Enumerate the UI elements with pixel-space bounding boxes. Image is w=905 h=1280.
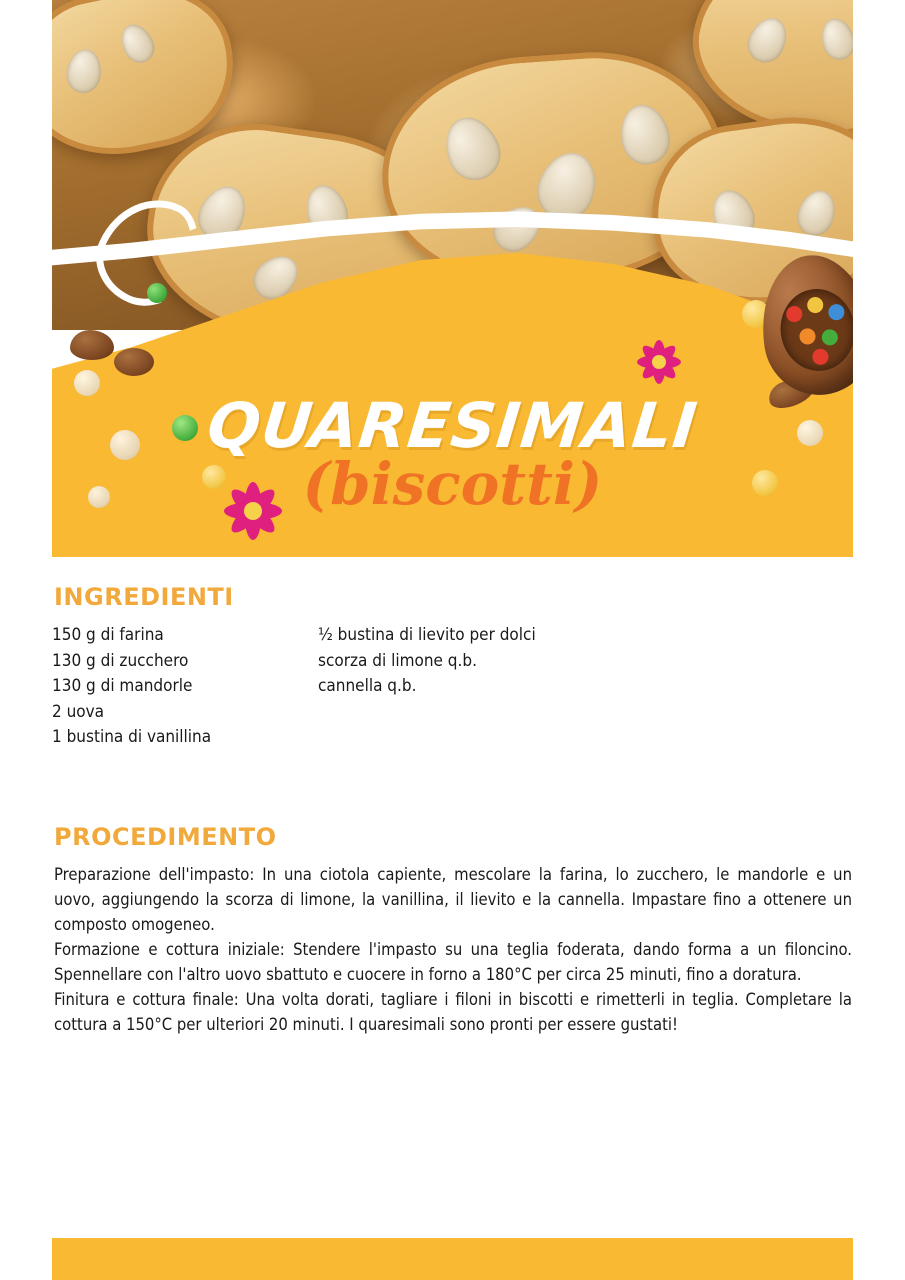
- ingredient-item: 2 uova: [52, 701, 105, 722]
- chocolate-egg-opening: [775, 284, 853, 376]
- ingredient-item: 150 g di farina: [52, 625, 164, 645]
- ingredient-item: scorza di limone q.b.: [318, 650, 477, 671]
- ingredient-item: 130 g di zucchero: [52, 650, 189, 671]
- ingredient-item: 130 g di mandorle: [52, 676, 193, 696]
- hero-banner: [52, 0, 853, 557]
- green-candy-icon: [147, 283, 167, 303]
- procedure-paragraph: Preparazione dell'impasto: In una ciotola capiente, mescolare la farina, lo zucchero, le mandorle e un uovo, aggiungendo la scorza di limone, la vanillina, il lievito e la cannella. Impastare fino a ottenere un composto omogeneo.: [54, 865, 852, 934]
- flower-icon: [637, 340, 681, 384]
- recipe-title: QUARESIMALI: [204, 389, 702, 462]
- ingredients-heading: INGREDIENTI: [54, 583, 234, 611]
- ingredients-column-right: [318, 623, 668, 700]
- chocolate-chip-icon: [114, 348, 154, 376]
- ingredient-item: 1 bustina di vanillina: [52, 727, 212, 747]
- recipe-subtitle: (biscotti): [302, 450, 603, 518]
- procedure-paragraph: Finitura e cottura finale: Una volta dorati, tagliare i filoni in biscotti e rimetterli in teglia. Completare la cottura a 150°C per ulteriori 20 minuti. I quaresimali sono pronti per essere gustati!: [54, 990, 852, 1034]
- candy-icon: [74, 370, 100, 396]
- chocolate-chip-icon: [70, 330, 114, 360]
- procedure-paragraph: Formazione e cottura iniziale: Stendere l'impasto su una teglia foderata, dando forma a un filoncino. Spennellare con l'altro uovo sbattuto e cuocere in forno a 180°C per circa 25 minuti, fino a doratura.: [54, 940, 852, 984]
- procedure-heading: PROCEDIMENTO: [54, 823, 277, 851]
- ingredients-column-left: [52, 623, 302, 751]
- footer-bar: [52, 1238, 853, 1280]
- ingredient-item: ½ bustina di lievito per dolci: [318, 625, 536, 645]
- procedure-text: [54, 862, 852, 1037]
- ingredient-item: cannella q.b.: [318, 676, 417, 696]
